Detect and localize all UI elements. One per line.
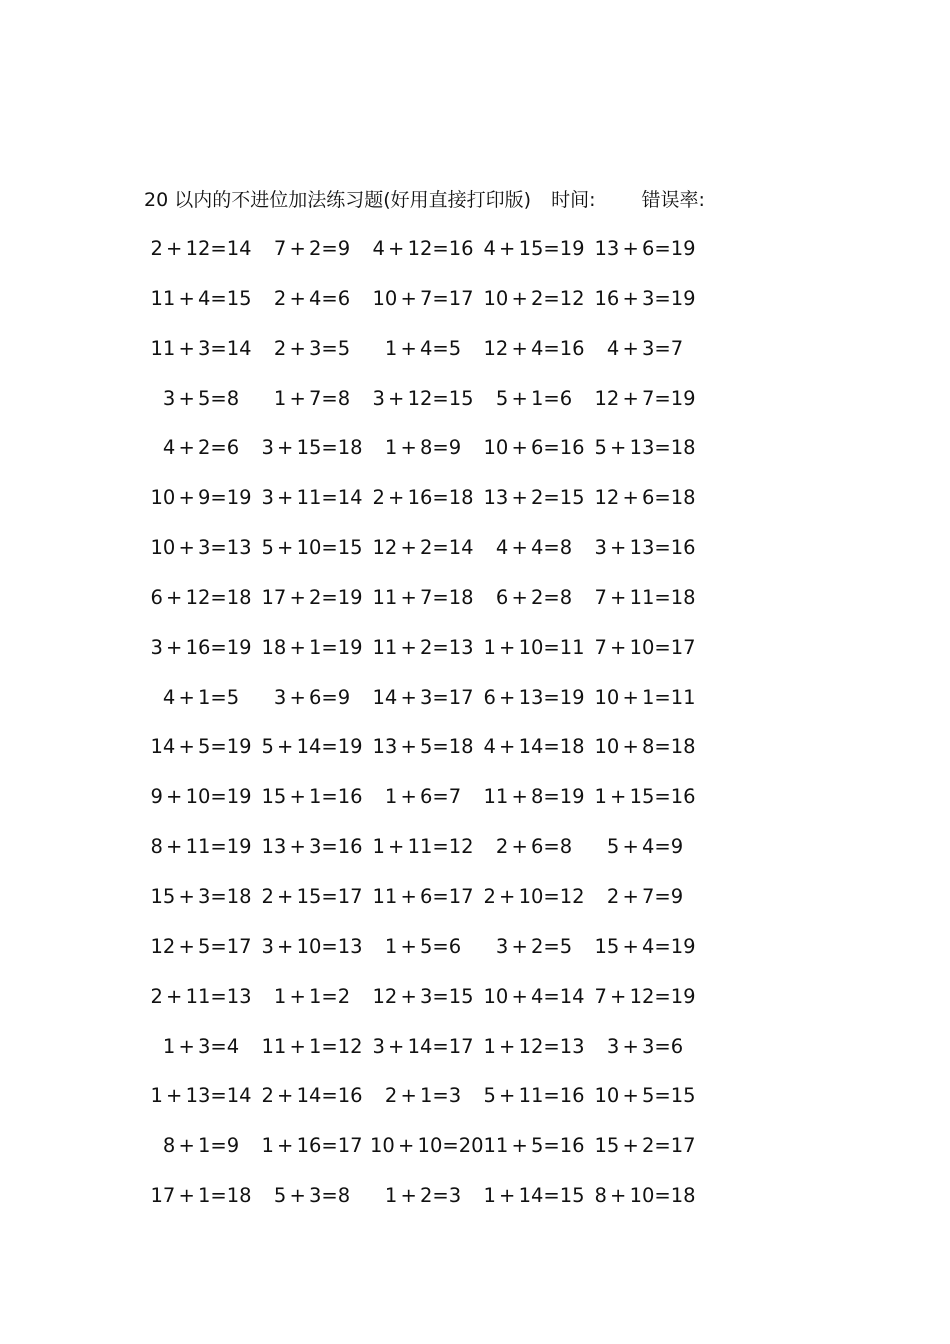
problem-row [148,1032,708,1082]
addition-problem: 14 + 5=19 [150,735,252,759]
addition-problem: 11 + 1=12 [261,1034,363,1058]
addition-problem: 5 + 4=9 [606,835,684,859]
addition-problem: 5 + 3=8 [273,1184,351,1208]
problem-row [148,483,708,533]
problem-row [148,234,708,284]
addition-problem: 2 + 6=8 [495,835,573,859]
problem-row [148,1081,708,1131]
addition-problem: 12 + 2=14 [372,536,474,560]
addition-problem: 6 + 12=18 [150,585,252,609]
addition-problem: 7 + 11=18 [594,585,696,609]
addition-problem: 1 + 12=13 [483,1034,585,1058]
addition-problem: 15 + 4=19 [594,934,696,958]
addition-problem: 4 + 2=6 [162,436,240,460]
addition-problem: 10 + 8=18 [594,735,696,759]
problem-row [148,732,708,782]
addition-problem: 6 + 2=8 [495,585,573,609]
problem-row [148,583,708,633]
problem-row [148,633,708,683]
addition-problem: 11 + 2=13 [372,635,474,659]
addition-problem: 1 + 2=3 [384,1184,462,1208]
addition-problem: 8 + 1=9 [162,1134,240,1158]
addition-problem: 15 + 1=16 [261,785,363,809]
addition-problem: 4 + 4=8 [495,536,573,560]
addition-problem: 2 + 12=14 [150,237,252,260]
addition-problem: 4 + 14=18 [483,735,585,759]
problem-row [148,533,708,583]
problem-row [148,882,708,932]
problem-row [148,683,708,733]
addition-problem: 2 + 16=18 [372,486,474,510]
addition-problem: 8 + 10=18 [594,1184,696,1208]
addition-problem: 5 + 10=15 [261,536,363,560]
addition-problem: 1 + 4=5 [384,336,462,360]
addition-problem: 16 + 3=19 [594,286,696,310]
addition-problem: 12 + 4=16 [483,336,585,360]
problem-row [148,1181,708,1231]
addition-problem: 2 + 10=12 [483,884,585,908]
addition-problem: 10 + 10=20 [370,1134,484,1158]
addition-problem: 13 + 6=19 [594,237,696,260]
addition-problem: 1 + 6=7 [384,785,462,809]
addition-problem: 3 + 10=13 [261,934,363,958]
addition-problem: 10 + 1=11 [594,685,696,709]
addition-problem: 12 + 3=15 [372,984,474,1008]
addition-problem: 3 + 2=5 [495,934,573,958]
addition-problem: 12 + 7=19 [594,386,696,410]
addition-problem: 5 + 14=19 [261,735,363,759]
addition-problem: 11 + 6=17 [372,884,474,908]
addition-problem: 15 + 2=17 [594,1134,696,1158]
addition-problem: 1 + 16=17 [261,1134,363,1158]
addition-problem: 4 + 1=5 [162,685,240,709]
addition-problem: 11 + 3=14 [150,336,252,360]
addition-problem: 2 + 11=13 [150,984,252,1008]
problem-row [148,384,708,434]
addition-problem: 13 + 5=18 [372,735,474,759]
worksheet-header [144,186,705,214]
addition-problem: 3 + 6=9 [273,685,351,709]
addition-problem: 3 + 3=6 [606,1034,684,1058]
problem-row [148,832,708,882]
error-rate-label: 错误率: [641,189,705,211]
addition-problem: 1 + 13=14 [150,1084,252,1108]
addition-problem: 10 + 5=15 [594,1084,696,1108]
problem-row [148,433,708,483]
addition-problem: 10 + 4=14 [483,984,585,1008]
addition-problem: 10 + 7=17 [372,286,474,310]
addition-problem: 1 + 5=6 [384,934,462,958]
addition-problem: 5 + 11=16 [483,1084,585,1108]
addition-problem: 1 + 11=12 [372,835,474,859]
page-title: 20 以内的不进位加法练习题(好用直接打印版) [144,189,532,211]
addition-problem: 3 + 15=18 [261,436,363,460]
addition-problem: 2 + 1=3 [384,1084,462,1108]
addition-problem: 10 + 3=13 [150,536,252,560]
addition-problem: 8 + 11=19 [150,835,252,859]
addition-problem: 13 + 2=15 [483,486,585,510]
problem-row [148,334,708,384]
addition-problem: 1 + 3=4 [162,1034,240,1058]
problem-row [148,932,708,982]
addition-problem: 2 + 15=17 [261,884,363,908]
addition-problem: 2 + 14=16 [261,1084,363,1108]
problem-grid [148,234,708,1231]
addition-problem: 14 + 3=17 [372,685,474,709]
addition-problem: 13 + 3=16 [261,835,363,859]
addition-problem: 6 + 13=19 [483,685,585,709]
problem-row [148,782,708,832]
addition-problem: 4 + 3=7 [606,336,684,360]
addition-problem: 7 + 2=9 [273,237,351,260]
addition-problem: 3 + 12=15 [372,386,474,410]
addition-problem: 1 + 14=15 [483,1184,585,1208]
addition-problem: 17 + 1=18 [150,1184,252,1208]
addition-problem: 15 + 3=18 [150,884,252,908]
addition-problem: 4 + 15=19 [483,237,585,260]
addition-problem: 2 + 4=6 [273,286,351,310]
addition-problem: 1 + 8=9 [384,436,462,460]
addition-problem: 10 + 6=16 [483,436,585,460]
addition-problem: 4 + 12=16 [372,237,474,260]
addition-problem: 11 + 4=15 [150,286,252,310]
addition-problem: 7 + 12=19 [594,984,696,1008]
addition-problem: 9 + 10=19 [150,785,252,809]
addition-problem: 7 + 10=17 [594,635,696,659]
addition-problem: 10 + 2=12 [483,286,585,310]
addition-problem: 10 + 9=19 [150,486,252,510]
addition-problem: 12 + 6=18 [594,486,696,510]
addition-problem: 5 + 1=6 [495,386,573,410]
addition-problem: 2 + 3=5 [273,336,351,360]
addition-problem: 18 + 1=19 [261,635,363,659]
problem-row [148,1131,708,1181]
addition-problem: 3 + 16=19 [150,635,252,659]
addition-problem: 5 + 13=18 [594,436,696,460]
addition-problem: 3 + 14=17 [372,1034,474,1058]
addition-problem: 2 + 7=9 [606,884,684,908]
problem-row [148,982,708,1032]
addition-problem: 3 + 11=14 [261,486,363,510]
addition-problem: 3 + 13=16 [594,536,696,560]
addition-problem: 1 + 10=11 [483,635,585,659]
addition-problem: 3 + 5=8 [162,386,240,410]
problem-row [148,284,708,334]
addition-problem: 12 + 5=17 [150,934,252,958]
time-label: 时间: [551,189,596,211]
addition-problem: 1 + 1=2 [273,984,351,1008]
addition-problem: 1 + 7=8 [273,386,351,410]
addition-problem: 11 + 7=18 [372,585,474,609]
addition-problem: 11 + 8=19 [483,785,585,809]
addition-problem: 17 + 2=19 [261,585,363,609]
addition-problem: 11 + 5=16 [483,1134,585,1158]
addition-problem: 1 + 15=16 [594,785,696,809]
